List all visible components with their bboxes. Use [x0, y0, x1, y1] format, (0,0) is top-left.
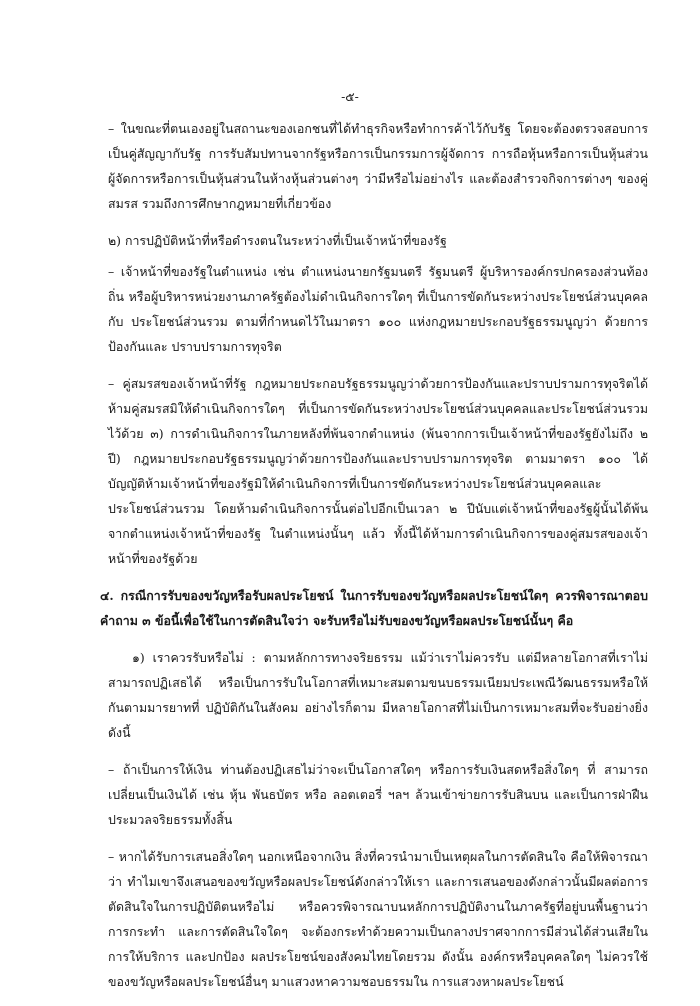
heading-duty-while-official: ๒) การปฏิบัติหน้าที่หรือดำรงตนในระหว่างที่เป็นเจ้าหน้าที่ของรัฐ — [108, 233, 447, 248]
page-number: -๕- — [341, 89, 359, 104]
heading-gift-case: ๔. กรณีการรับของขวัญหรือรับผลประโยชน์ ในการรับของขวัญหรือผลประโยชน์ใดๆ ควรพิจารณาตอบคำถาม ๓ ข้อนี้เพื่อใช้ในการตัดสินใจว่า จะรับหรือไม่รับของขวัญหรือผลประโยชน์นั้นๆ คือ — [100, 588, 648, 628]
document-body — [100, 116, 648, 1006]
paragraph-should-we-accept: ๑) เราควรรับหรือไม่ : ตามหลักการทางจริยธรรม แม้ว่าเราไม่ควรรับ แต่มีหลายโอกาสที่เราไม่สามารถปฏิเสธได้ หรือเป็นการรับในโอกาสที่เหมาะสมตามขนบธรรมเนียมประเพณีวัฒนธรรมหรือให้กันตามมารยาทที่ ปฏิบัติกันในสังคม อย่างไรก็ตาม มีหลายโอกาสที่ไม่เป็นการเหมาะสมที่จะรับอย่างยิ่ง ดังนี้ — [108, 650, 648, 740]
paragraph-private-business: – ในขณะที่ตนเองอยู่ในสถานะของเอกชนที่ได้ทำธุรกิจหรือทำการค้าไว้กับรัฐ โดยจะต้องตรวจสอบการเป็นคู่สัญญากับรัฐ การรับสัมปทานจากรัฐหรือการเป็นกรรมการผู้จัดการ การถือหุ้นหรือการเป็นหุ้นส่วน ผู้จัดการหรือการเป็นหุ้นส่วนในห้างหุ้นส่วนต่างๆ ว่ามีหรือไม่อย่างไร และต้องสำรวจกิจการต่างๆ ของคู่สมรส รวมถึงการศึกษากฎหมายที่เกี่ยวข้อง — [108, 121, 648, 211]
paragraph-spouse-and-post-office: – คู่สมรสของเจ้าหน้าที่รัฐ กฎหมายประกอบรัฐธรรมนูญว่าด้วยการป้องกันและปราบปรามการทุจริตได้ห้ามคู่สมรสมิให้ดำเนินกิจการใดๆ ที่เป็นการขัดกันระหว่างประโยชน์ส่วนบุคคลและประโยชน์ส่วนรวมไว้ด้วย ๓) การดำเนินกิจการในภายหลังที่พ้นจากตำแหน่ง (พ้นจากการเป็นเจ้าหน้าที่ของรัฐยังไม่ถึง ๒ ปี) กฎหมายประกอบรัฐธรรมนูญว่าด้วยการป้องกันและปราบปรามการทุจริต ตามมาตรา ๑๐๐ ได้บัญญัติห้ามเจ้าหน้าที่ของรัฐมิให้ดำเนินกิจการที่เป็นการขัดกันระหว่างประโยชน์ส่วนบุคคลและประโยชน์ส่วนรวม โดยห้ามดำเนินกิจการนั้นต่อไปอีกเป็นเวลา ๒ ปีนับแต่เจ้าหน้าที่ของรัฐผู้นั้นได้พ้นจากตำแหน่งเจ้าหน้าที่ของรัฐ ในตำแหน่งนั้นๆ แล้ว ทั้งนี้ได้ห้ามการดำเนินกิจการของคู่สมรสของเจ้าหน้าที่ของรัฐด้วย — [108, 376, 648, 566]
paragraph-cash-gifts: – ถ้าเป็นการให้เงิน ท่านต้องปฏิเสธไม่ว่าจะเป็นโอกาสใดๆ หรือการรับเงินสดหรือสิ่งใดๆ ที่ สามารถเปลี่ยนเป็นเงินได้ เช่น หุ้น พันธบัตร หรือ ลอตเตอรี่ ฯลฯ ล้วนเข้าข่ายการรับสินบน และเป็นการฝ่าฝืน ประมวลจริยธรรมทั้งสิ้น — [108, 762, 648, 827]
paragraph-non-cash-gifts: – หากได้รับการเสนอสิ่งใดๆ นอกเหนือจากเงิน สิ่งที่ควรนำมาเป็นเหตุผลในการตัดสินใจ คือให้พิจารณาว่า ทำไมเขาจึงเสนอของขวัญหรือผลประโยชน์ดังกล่าวให้เรา และการเสนอของดังกล่าวนั้นมีผลต่อการ ตัดสินใจในการปฏิบัติตนหรือไม่ หรือควรพิจารณาบนหลักการปฏิบัติงานในภาครัฐที่อยู่บนพื้นฐานว่า การกระทำ และการตัดสินใจใดๆ จะต้องกระทำด้วยความเป็นกลางปราศจากการมีส่วนได้ส่วนเสียในการให้บริการ และปกป้อง ผลประโยชน์ของสังคมไทยโดยรวม ดังนั้น องค์กรหรือบุคคลใดๆ ไม่ควรใช้ของขวัญหรือผลประโยชน์อื่นๆ มาแสวงหาความชอบธรรมใน การแสวงหาผลประโยชน์ — [108, 849, 648, 989]
paragraph-official-positions: – เจ้าหน้าที่ของรัฐในตำแหน่ง เช่น ตำแหน่งนายกรัฐมนตรี รัฐมนตรี ผู้บริหารองค์กรปกครองส่วนท้องถิ่น หรือผู้บริหารหน่วยงานภาครัฐต้องไม่ดำเนินกิจการใดๆ ที่เป็นการขัดกันระหว่างประโยชน์ส่วนบุคคลกับ ประโยชน์ส่วนรวม ตามที่กำหนดไว้ในมาตรา ๑๐๐ แห่งกฎหมายประกอบรัฐธรรมนูญว่า ด้วยการป้องกันและ ปราบปรามการทุจริต — [108, 264, 648, 354]
